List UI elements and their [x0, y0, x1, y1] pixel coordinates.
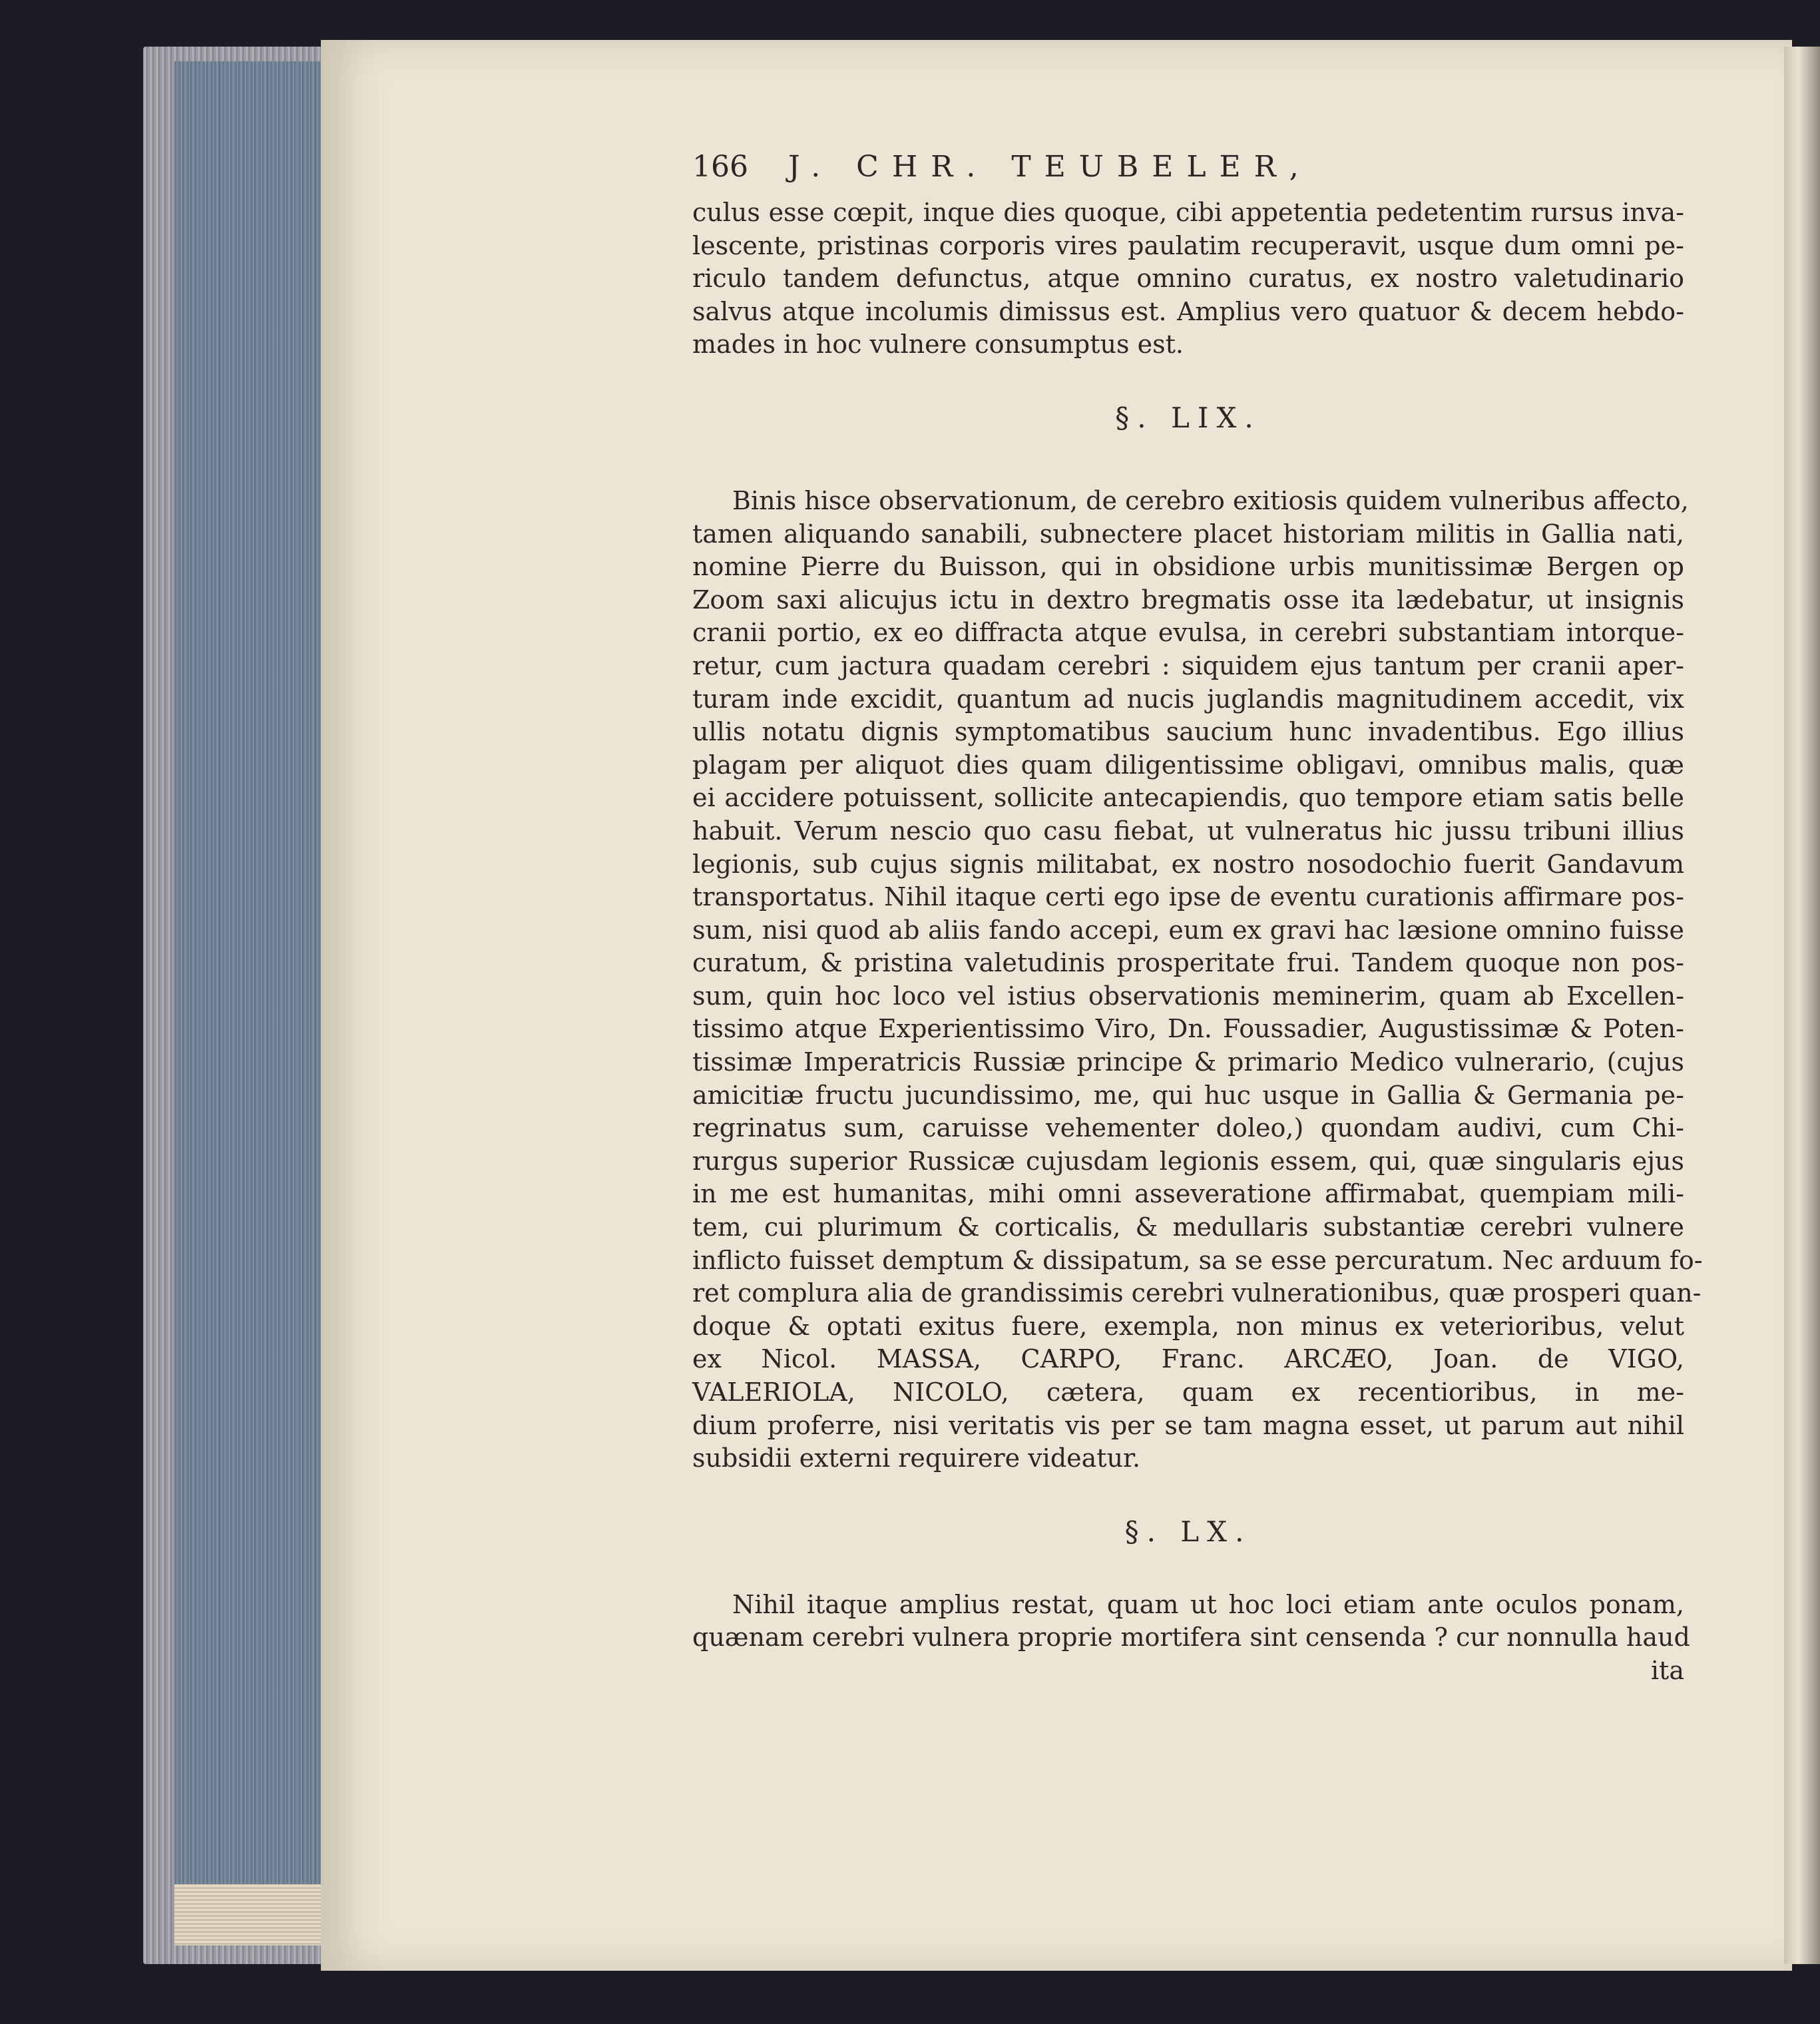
text-line: ullis notatu dignis symptomatibus saucium hunc invadentibus. Ego illius	[692, 717, 1684, 747]
text-line: tissimo atque Experientissimo Viro, Dn. Foussadier, Augustissimæ & Poten-	[692, 1014, 1684, 1044]
text-line: quænam cerebri vulnera proprie mortifera sint censenda ? cur nonnulla haud	[692, 1623, 1690, 1652]
text-line: regrinatus sum, caruisse vehementer doleo,) quondam audivi, cum Chi-	[692, 1113, 1684, 1143]
text-line: nomine Pierre du Buisson, qui in obsidione urbis munitissimæ Bergen op	[692, 552, 1684, 582]
text-line: habuit. Verum nescio quo casu fiebat, ut vulneratus hic jussu tribuni illius	[692, 816, 1684, 846]
page-number: 166	[692, 150, 748, 184]
text-line: ei accidere potuissent, sollicite antecapiendis, quo tempore etiam satis belle	[692, 783, 1684, 813]
text-line: legionis, sub cujus signis militabat, ex nostro nosodochio fuerit Gandavum	[692, 849, 1684, 879]
text-line: retur, cum jactura quadam cerebri : siquidem ejus tantum per cranii aper-	[692, 650, 1684, 680]
text-line: transportatus. Nihil itaque certi ego ipse de eventu curationis affirmare pos-	[692, 882, 1684, 912]
text-line: rurgus superior Russicæ cujusdam legionis essem, qui, quæ singularis ejus	[692, 1146, 1684, 1176]
paragraph-2	[692, 485, 1703, 1475]
facing-page-edge	[1784, 47, 1820, 1964]
page-stack-bottom	[174, 1884, 321, 1945]
text-line: plagam per aliquot dies quam diligentissime obligavi, omnibus malis, quæ	[692, 750, 1684, 780]
text-line: riculo tandem defunctus, atque omnino curatus, ex nostro valetudinario	[692, 264, 1684, 294]
text-line: tissimæ Imperatricis Russiæ principe & primario Medico vulnerario, (cujus	[692, 1047, 1684, 1077]
text-line: ret complura alia de grandissimis cerebri vulnerationibus, quæ prosperi quan-	[692, 1278, 1702, 1308]
text-line: dium proferre, nisi veritatis vis per se tam magna esset, ut parum aut nihil	[692, 1410, 1684, 1440]
running-head-title: J. CHR. TEUBELER,	[788, 150, 1312, 184]
text-line: subsidii externi requirere videatur.	[692, 1443, 1141, 1473]
catchword: ita	[1650, 1655, 1684, 1685]
text-line: Binis hisce observationum, de cerebro exitiosis quidem vulneribus affecto,	[732, 485, 1689, 515]
text-line: cranii portio, ex eo diffracta atque evulsa, in cerebri substantiam intorque-	[692, 618, 1684, 648]
text-line: sum, quin hoc loco vel istius observationis meminerim, quam ab Excellen-	[692, 981, 1684, 1011]
text-line: in me est humanitas, mihi omni asseveratione affirmabat, quempiam mili-	[692, 1179, 1684, 1209]
text-line: mades in hoc vulnere consumptus est.	[692, 330, 1184, 360]
text-line: amicitiæ fructu jucundissimo, me, qui huc usque in Gallia & Germania pe-	[692, 1080, 1684, 1110]
text-line: culus esse cœpit, inque dies quoque, cibi appetentia pedetentim rursus inva-	[692, 198, 1684, 227]
text-line: VALERIOLA, NICOLO, cætera, quam ex recentioribus, in me-	[692, 1378, 1684, 1407]
section-heading-lix: §. LIX.	[1115, 401, 1261, 434]
text-line: tamen aliquando sanabili, subnectere placet historiam militis in Gallia nati,	[692, 519, 1684, 549]
page-stack-edge	[174, 61, 321, 1945]
paragraph-3	[692, 1589, 1690, 1654]
text-line: curatum, & pristina valetudinis prosperitate frui. Tandem quoque non pos-	[692, 948, 1684, 978]
text-line: tem, cui plurimum & corticalis, & medullaris substantiæ cerebri vulnere	[692, 1212, 1684, 1242]
text-line: lescente, pristinas corporis vires paulatim recuperavit, usque dum omni pe-	[692, 230, 1684, 260]
text-line: turam inde excidit, quantum ad nucis juglandis magnitudinem accedit, vix	[692, 684, 1684, 714]
section-heading-lx: §. LX.	[1124, 1515, 1252, 1548]
text-line: salvus atque incolumis dimissus est. Amplius vero quatuor & decem hebdo-	[692, 296, 1684, 326]
text-line: doque & optati exitus fuere, exempla, non minus ex veterioribus, velut	[692, 1311, 1684, 1341]
running-header	[692, 150, 1684, 196]
text-line: inflicto fuisset demptum & dissipatum, sa se esse percuratum. Nec arduum fo-	[692, 1245, 1703, 1275]
page-text-block	[692, 150, 1703, 1688]
text-line: Zoom saxi alicujus ictu in dextro bregmatis osse ita lædebatur, ut insignis	[692, 585, 1684, 615]
text-line: sum, nisi quod ab aliis fando accepi, eum ex gravi hac læsione omnino fuisse	[692, 915, 1684, 945]
text-line: Nihil itaque amplius restat, quam ut hoc loci etiam ante oculos ponam,	[732, 1589, 1684, 1619]
paragraph-1	[692, 196, 1684, 362]
text-line: ex Nicol. MASSA, CARPO, Franc. ARCÆO, Joan. de VIGO,	[692, 1344, 1684, 1374]
